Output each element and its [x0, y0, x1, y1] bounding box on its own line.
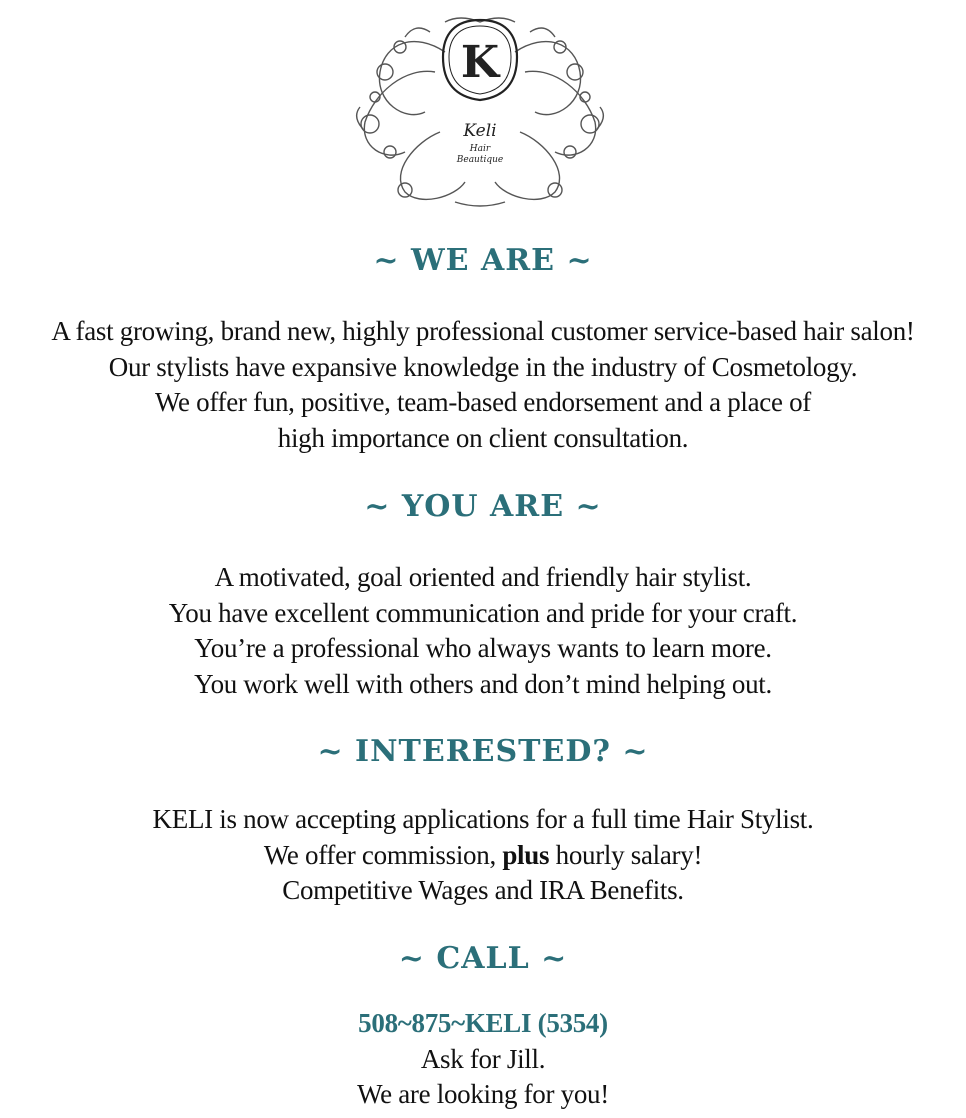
we-are-line: Our stylists have expansive knowledge in the industry of Cosmetology.: [108, 351, 858, 382]
you-are-line: You have excellent communication and pride for your craft.: [168, 597, 798, 628]
salary-text: hourly salary!: [549, 839, 703, 870]
you-are-line: You work well with others and don’t mind helping out.: [194, 669, 772, 700]
you-are-line: A motivated, goal oriented and friendly hair stylist.: [214, 562, 752, 592]
we-are-line: We offer fun, positive, team-based endorsement and a place of: [154, 387, 811, 418]
we-are-line: high importance on client consultation.: [277, 423, 689, 454]
you-are-heading: ~ YOU ARE ~: [364, 489, 602, 524]
logo-monogram: K: [460, 37, 500, 88]
contact-person: Ask for Jill.: [420, 1043, 546, 1074]
interested-line: KELI is now accepting applications for a full time Hair Stylist.: [152, 804, 814, 834]
interested-line: Competitive Wages and IRA Benefits.: [282, 875, 684, 906]
interested-line: [0, 838, 966, 874]
interested-paragraph: [0, 802, 966, 909]
we-are-heading: ~ WE ARE ~: [373, 243, 593, 278]
phone-number: 508~875~KELI (5354): [358, 1008, 608, 1038]
logo-line2: Beautique: [456, 155, 504, 165]
logo-name: Keli: [463, 121, 497, 141]
logo-line1: Hair: [469, 144, 491, 154]
we-are-line: A fast growing, brand new, highly professional customer service-based hair salon!: [51, 316, 915, 346]
call-paragraph: [0, 1006, 966, 1113]
commission-text: We offer commission,: [263, 839, 503, 870]
plus-emphasis: plus: [502, 839, 550, 870]
closing-line: We are looking for you!: [357, 1079, 609, 1110]
you-are-paragraph: [0, 560, 966, 703]
interested-heading: ~ INTERESTED? ~: [317, 734, 649, 769]
call-heading: ~ CALL ~: [398, 941, 568, 976]
we-are-paragraph: [0, 314, 966, 457]
you-are-line: You’re a professional who always wants to learn more.: [194, 633, 772, 664]
ornamental-crest-icon: [345, 12, 615, 212]
salon-logo: [345, 12, 615, 212]
